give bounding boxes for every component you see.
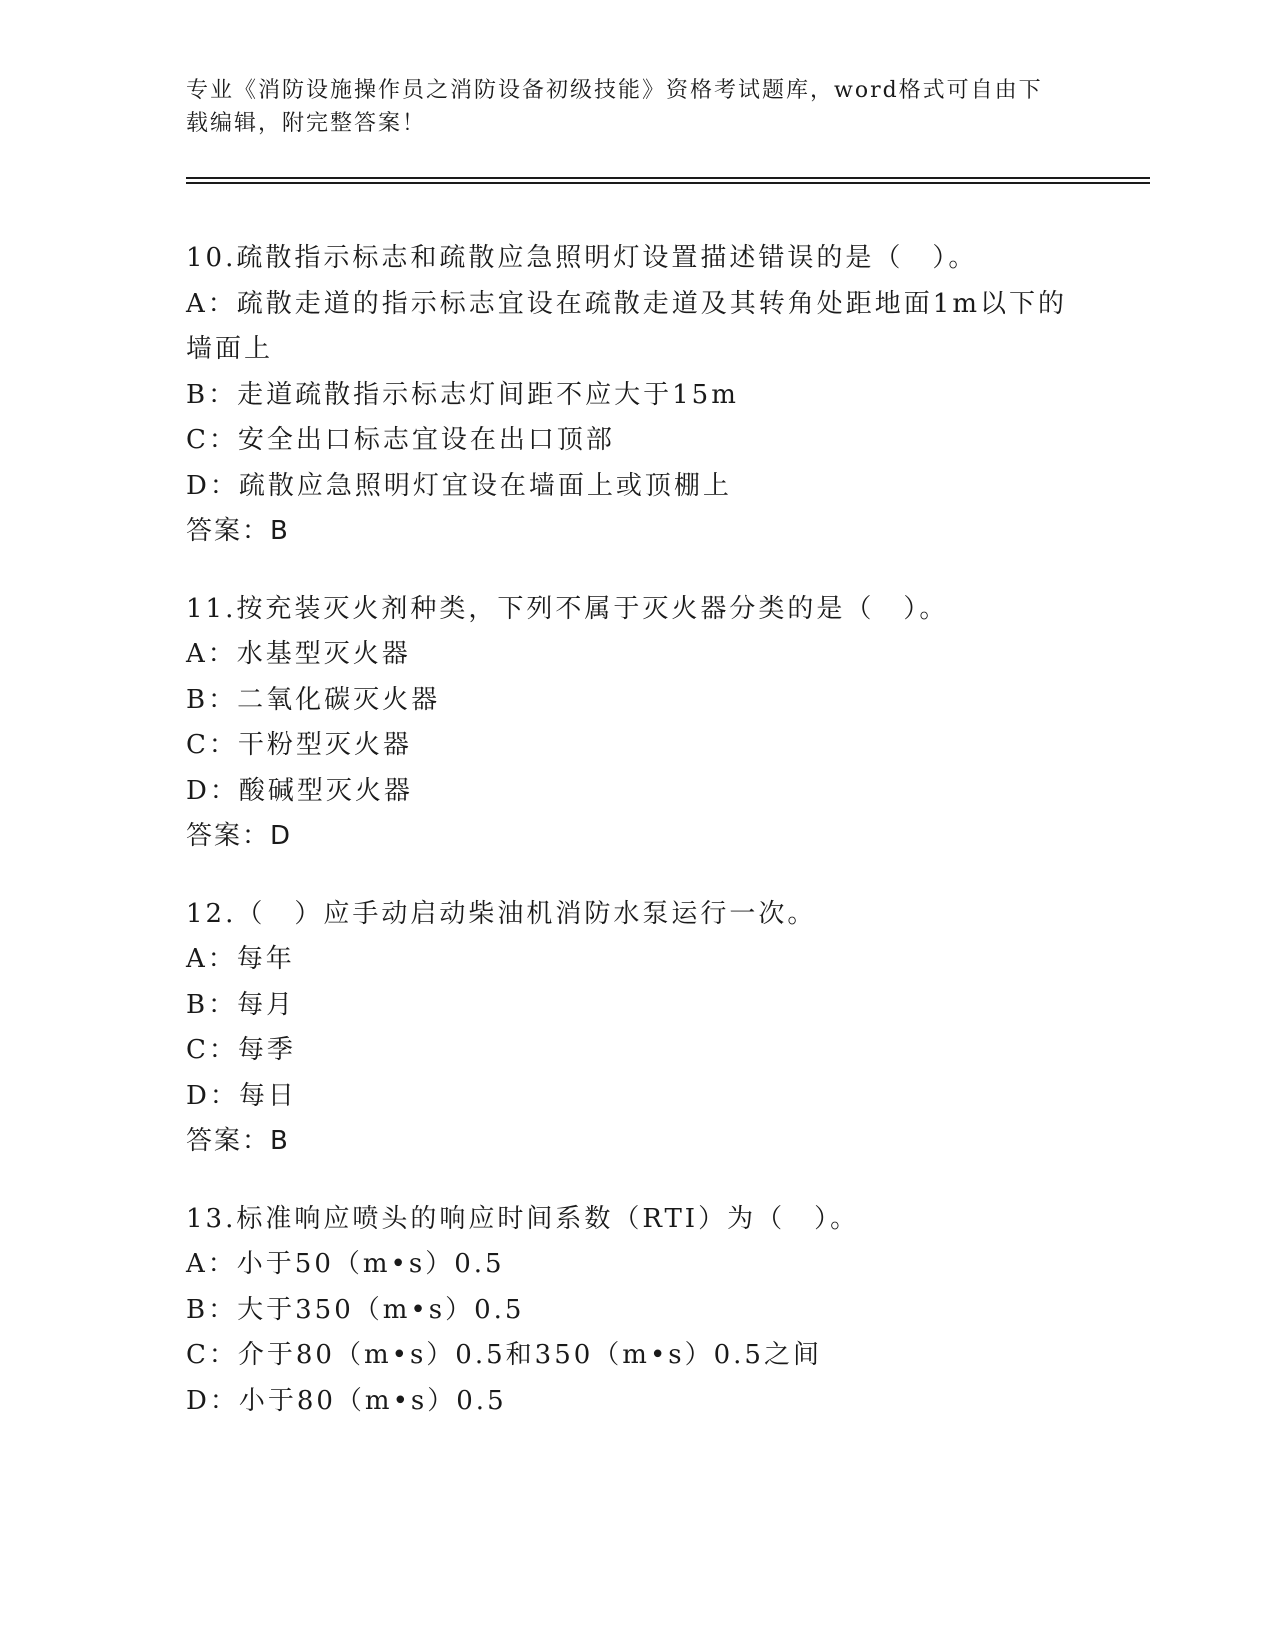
option-a: A：疏散走道的指示标志宜设在疏散走道及其转角处距地面1m以下的墙面上 bbox=[186, 288, 1067, 364]
question-stem: 10.疏散指示标志和疏散应急照明灯设置描述错误的是（ ）。 bbox=[186, 243, 978, 273]
header-rule-top bbox=[186, 177, 1150, 179]
answer-label: 答案：B bbox=[186, 1126, 290, 1156]
question-10 bbox=[186, 236, 1086, 555]
question-11 bbox=[186, 587, 1086, 860]
option-a: A：水基型灭火器 bbox=[186, 639, 411, 669]
answer-label: 答案：B bbox=[186, 516, 290, 546]
option-a: A：小于50（m•s）0.5 bbox=[186, 1249, 505, 1279]
question-12 bbox=[186, 892, 1086, 1165]
option-c: C：每季 bbox=[186, 1035, 296, 1065]
option-b: B：每月 bbox=[186, 989, 296, 1020]
option-d: D：疏散应急照明灯宜设在墙面上或顶棚上 bbox=[186, 470, 732, 501]
question-stem: 13.标准响应喷头的响应时间系数（RTI）为（ ）。 bbox=[186, 1203, 860, 1234]
option-b: B：大于350（m•s）0.5 bbox=[186, 1294, 525, 1325]
option-c: C：介于80（m•s）0.5和350（m•s）0.5之间 bbox=[186, 1340, 822, 1370]
option-a: A：每年 bbox=[186, 944, 295, 974]
option-c: C：干粉型灭火器 bbox=[186, 730, 412, 760]
question-13 bbox=[186, 1197, 1086, 1425]
question-list bbox=[186, 236, 1086, 1456]
option-c: C：安全出口标志宜设在出口顶部 bbox=[186, 425, 615, 455]
option-d: D：小于80（m•s）0.5 bbox=[186, 1385, 507, 1416]
option-d: D：每日 bbox=[186, 1080, 297, 1111]
question-stem: 12.（ ）应手动启动柴油机消防水泵运行一次。 bbox=[186, 898, 817, 929]
answer-label: 答案：D bbox=[186, 821, 293, 851]
option-d: D：酸碱型灭火器 bbox=[186, 775, 413, 806]
option-b: B：二氧化碳灭火器 bbox=[186, 684, 441, 715]
question-stem: 11.按充装灭火剂种类，下列不属于灭火器分类的是（ ）。 bbox=[186, 593, 949, 624]
header-rule-bottom bbox=[186, 182, 1150, 184]
option-b: B：走道疏散指示标志灯间距不应大于15m bbox=[186, 379, 739, 410]
document-header: 专业《消防设施操作员之消防设备初级技能》资格考试题库，word格式可自由下载编辑，附完整答案！ bbox=[186, 78, 1043, 136]
